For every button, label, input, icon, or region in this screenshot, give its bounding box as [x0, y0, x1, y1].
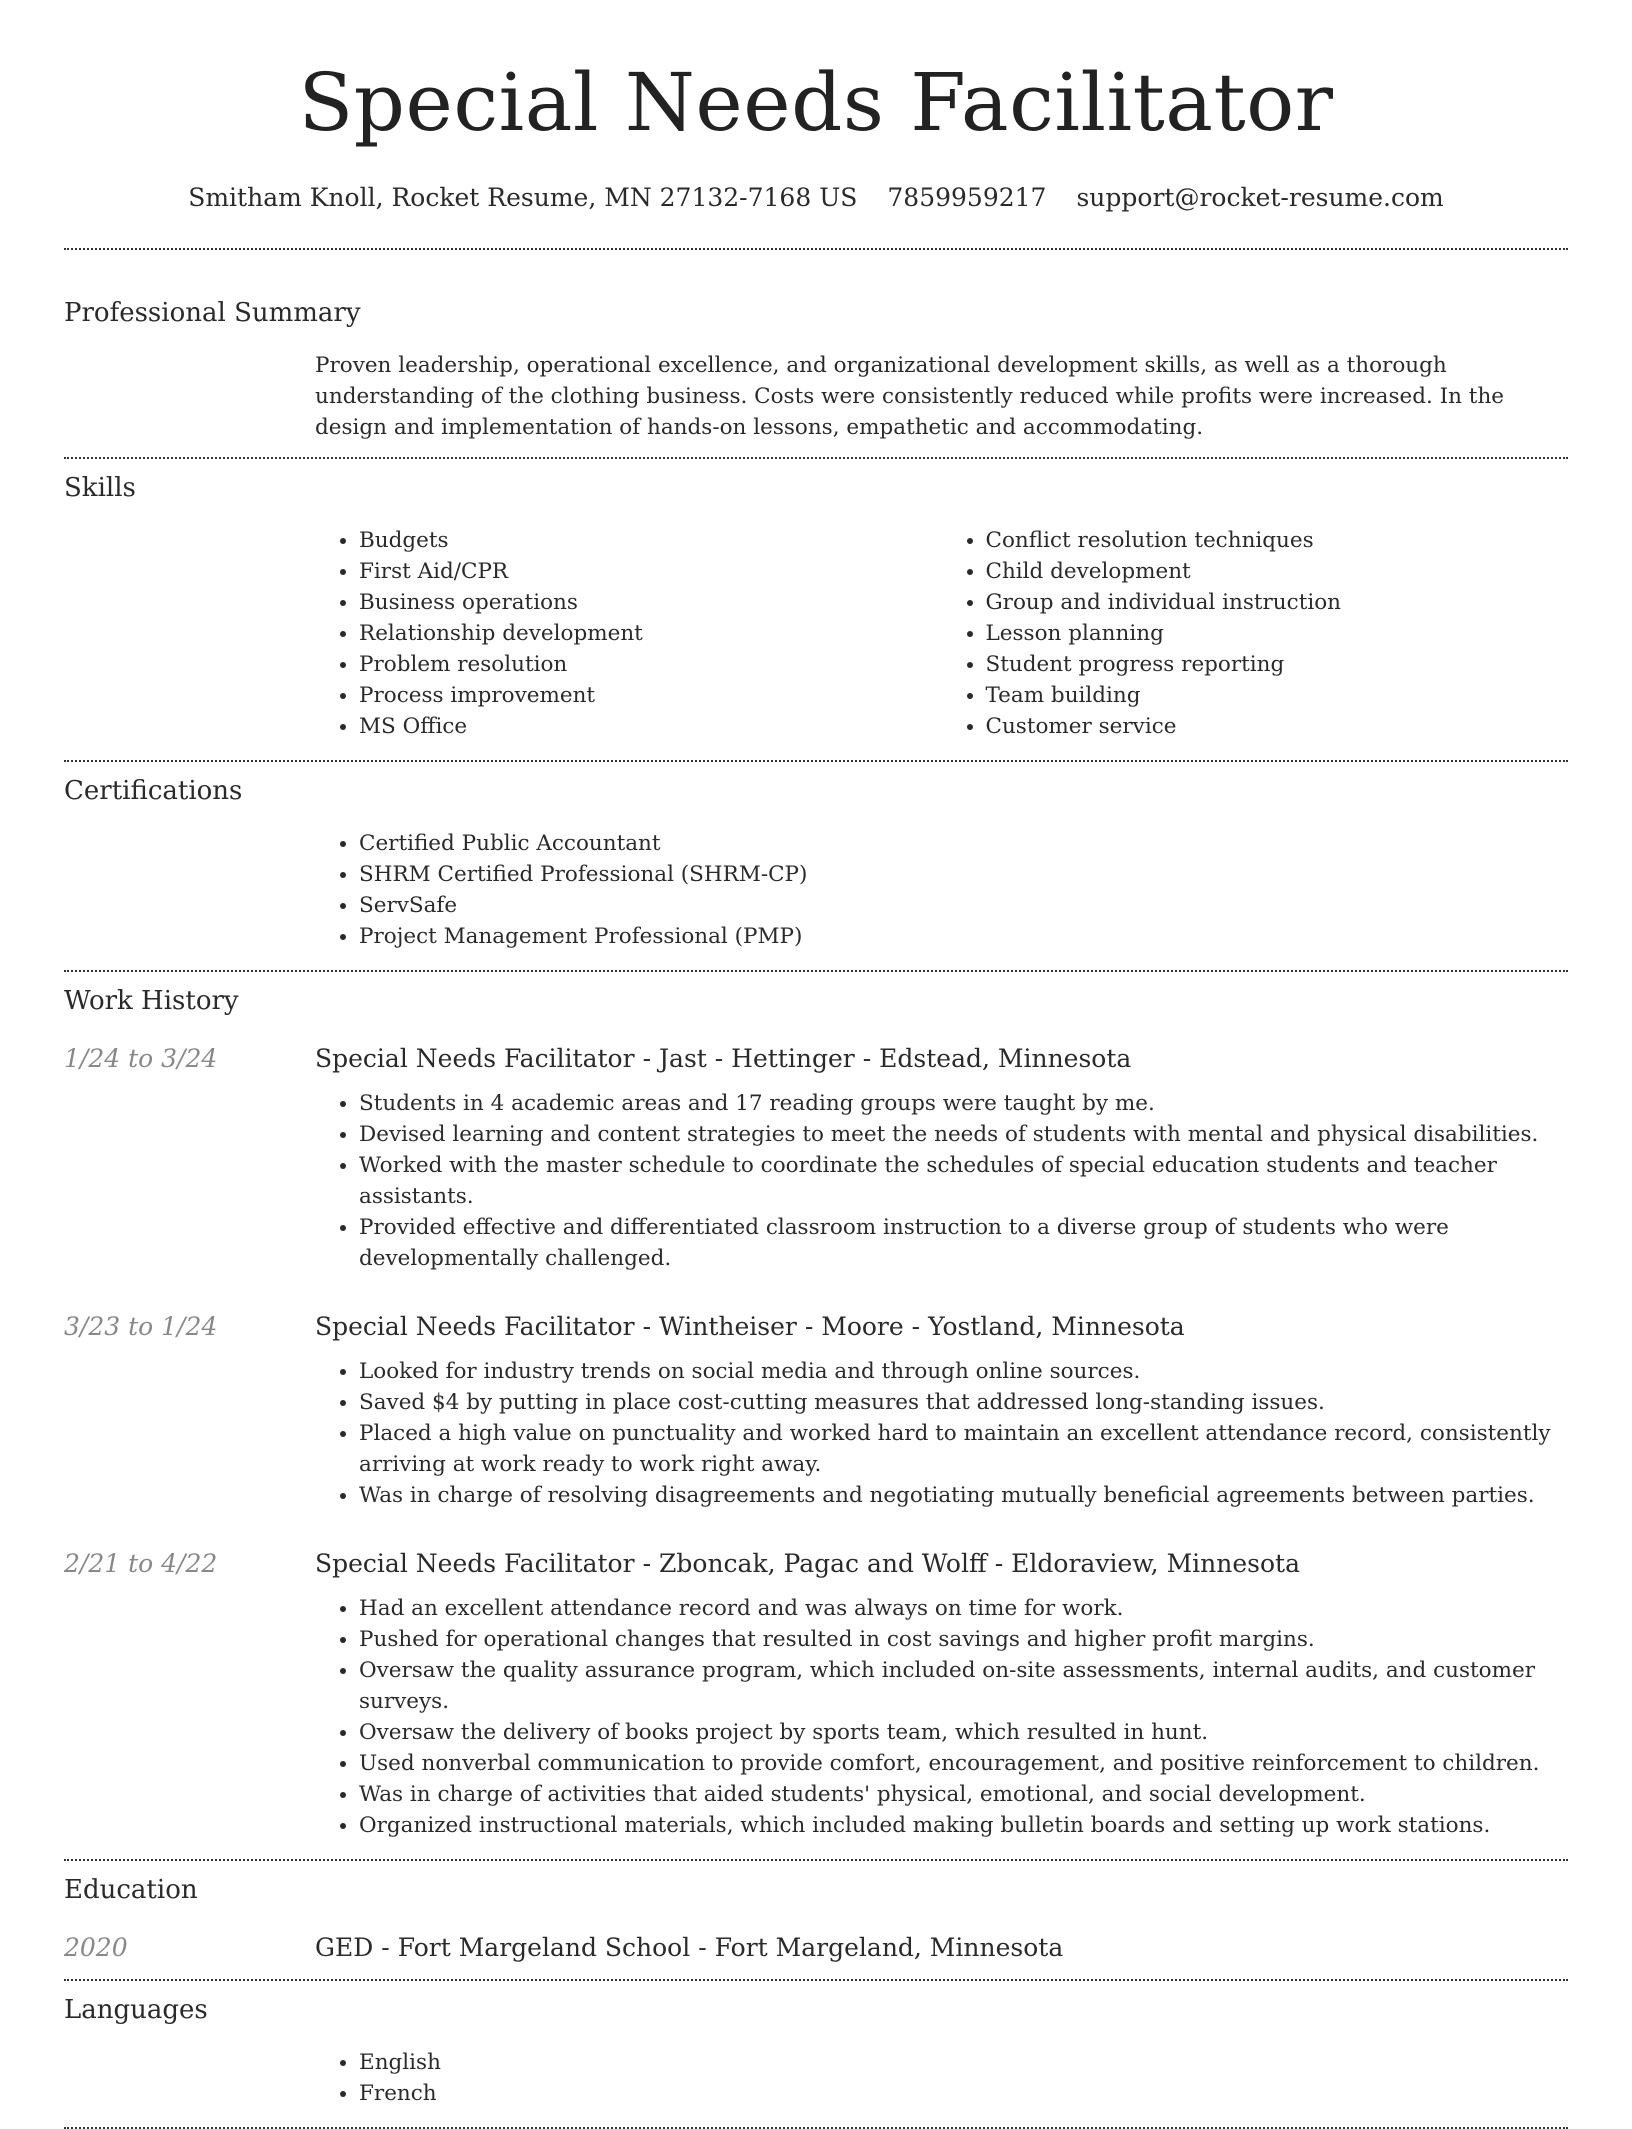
contact-email[interactable]: support@rocket-resume.com — [1076, 183, 1444, 212]
skill-item: • Conflict resolution techniques — [986, 525, 1569, 556]
job-bullet: • Oversaw the quality assurance program, which included on-site assessments, internal audits, and customer surveys. — [359, 1655, 1568, 1717]
job-location: Eldoraview, Minnesota — [1011, 1549, 1300, 1578]
certifications-section — [64, 762, 1568, 952]
separator: - — [642, 1312, 652, 1341]
certifications-list — [315, 828, 1568, 952]
job-bullet: • Had an excellent attendance record and was always on time for work. — [359, 1593, 1568, 1624]
work-history-section — [64, 972, 1568, 1841]
job-location: Yostland, Minnesota — [928, 1312, 1185, 1341]
job-bullet: • Looked for industry trends on social media and through online sources. — [359, 1356, 1568, 1387]
job-bullet: • Was in charge of resolving disagreements and negotiating mutually beneficial agreements between parties. — [359, 1480, 1568, 1511]
job-bullet: • Organized instructional materials, which included making bulletin boards and setting up work stations. — [359, 1810, 1568, 1841]
job-title-line — [315, 1547, 1300, 1581]
job-company: Jast - Hettinger — [659, 1044, 855, 1073]
skill-item: • Relationship development — [359, 618, 942, 649]
job-role: Special Needs Facilitator — [315, 1312, 635, 1341]
job-location: Edstead, Minnesota — [879, 1044, 1132, 1073]
skills-section — [64, 459, 1568, 742]
skill-item: • First Aid/CPR — [359, 556, 942, 587]
separator: - — [642, 1549, 652, 1578]
skill-item: • Business operations — [359, 587, 942, 618]
job-header — [64, 1310, 1568, 1344]
separator: - — [994, 1549, 1004, 1578]
education-line — [315, 1931, 1063, 1965]
job-bullet: • Oversaw the delivery of books project by sports team, which resulted in hunt. — [359, 1717, 1568, 1748]
education-location: Fort Margeland, Minnesota — [714, 1933, 1064, 1962]
job-dates: 3/23 to 1/24 — [64, 1312, 218, 1341]
contact-phone: 7859959217 — [887, 183, 1047, 212]
job-company: Wintheiser - Moore — [659, 1312, 904, 1341]
job-bullets — [315, 1356, 1568, 1511]
education-section — [64, 1861, 1568, 1965]
education-year: 2020 — [64, 1933, 128, 1962]
section-title-skills: Skills — [64, 473, 136, 503]
summary-text: Proven leadership, operational excellence, and organizational development skills, as well as a thorough understanding of the clothing business. Costs were consistently reduced while profits were increased. In the design and implementation of hands-on lessons, empathetic and accommodating. — [315, 353, 1505, 440]
skill-item: • MS Office — [359, 711, 942, 742]
certification-item: • ServSafe — [359, 890, 1568, 921]
skill-item: • Problem resolution — [359, 649, 942, 680]
separator: - — [911, 1312, 921, 1341]
resume-name: Special Needs Facilitator — [298, 56, 1334, 149]
job-entry — [64, 1547, 1568, 1841]
section-title-education: Education — [64, 1875, 198, 1905]
contact-line — [64, 180, 1568, 216]
separator: - — [642, 1044, 652, 1073]
skills-list-left — [315, 525, 942, 742]
skills-list-right — [942, 525, 1569, 742]
contact-address: Smitham Knoll, Rocket Resume, MN 27132-7168 US — [188, 183, 858, 212]
job-header — [64, 1547, 1568, 1581]
summary-section — [64, 250, 1568, 443]
job-company: Zboncak, Pagac and Wolff — [659, 1549, 987, 1578]
job-bullet: • Pushed for operational changes that resulted in cost savings and higher profit margins. — [359, 1624, 1568, 1655]
language-item: • French — [359, 2078, 1568, 2109]
job-bullet: • Saved $4 by putting in place cost-cutting measures that addressed long-standing issues. — [359, 1387, 1568, 1418]
job-bullets — [315, 1593, 1568, 1841]
skill-item: • Student progress reporting — [986, 649, 1569, 680]
job-entry — [64, 1042, 1568, 1274]
job-dates: 1/24 to 3/24 — [64, 1044, 218, 1073]
skill-item: • Lesson planning — [986, 618, 1569, 649]
skill-item: • Child development — [986, 556, 1569, 587]
job-role: Special Needs Facilitator — [315, 1549, 635, 1578]
skill-item: • Team building — [986, 680, 1569, 711]
job-bullet: • Provided effective and differentiated classroom instruction to a diverse group of students who were developmentally challenged. — [359, 1212, 1568, 1274]
job-role: Special Needs Facilitator — [315, 1044, 635, 1073]
separator: - — [381, 1933, 390, 1962]
skill-item: • Process improvement — [359, 680, 942, 711]
languages-list — [315, 2047, 1568, 2109]
job-bullet: • Was in charge of activities that aided students' physical, emotional, and social development. — [359, 1779, 1568, 1810]
job-bullet: • Placed a high value on punctuality and worked hard to maintain an excellent attendance record, consistently arriving at work ready to work right away. — [359, 1418, 1568, 1480]
skills-grid — [315, 525, 1568, 742]
job-entry — [64, 1310, 1568, 1511]
job-bullet: • Students in 4 academic areas and 17 reading groups were taught by me. — [359, 1088, 1568, 1119]
section-title-summary: Professional Summary — [64, 298, 361, 328]
skill-item: • Budgets — [359, 525, 942, 556]
skill-item: • Group and individual instruction — [986, 587, 1569, 618]
certification-item: • Certified Public Accountant — [359, 828, 1568, 859]
job-header — [64, 1042, 1568, 1076]
skill-item: • Customer service — [986, 711, 1569, 742]
job-bullet: • Worked with the master schedule to coordinate the schedules of special education students and teacher assistants. — [359, 1150, 1568, 1212]
separator: - — [862, 1044, 872, 1073]
job-bullet: • Used nonverbal communication to provide comfort, encouragement, and positive reinforcement to children. — [359, 1748, 1568, 1779]
job-dates: 2/21 to 4/22 — [64, 1549, 218, 1578]
job-title-line — [315, 1310, 1185, 1344]
languages-section — [64, 1981, 1568, 2109]
job-title-line — [315, 1042, 1131, 1076]
section-title-work: Work History — [64, 986, 239, 1016]
separator: - — [698, 1933, 707, 1962]
certification-item: • Project Management Professional (PMP) — [359, 921, 1568, 952]
education-degree: GED — [315, 1933, 374, 1962]
education-school: Fort Margeland School — [397, 1933, 691, 1962]
job-bullets — [315, 1088, 1568, 1274]
education-entry — [64, 1931, 1568, 1965]
language-item: • English — [359, 2047, 1568, 2078]
certification-item: • SHRM Certified Professional (SHRM-CP) — [359, 859, 1568, 890]
section-title-languages: Languages — [64, 1995, 208, 2025]
job-bullet: • Devised learning and content strategies to meet the needs of students with mental and physical disabilities. — [359, 1119, 1568, 1150]
section-title-certifications: Certifications — [64, 776, 243, 806]
